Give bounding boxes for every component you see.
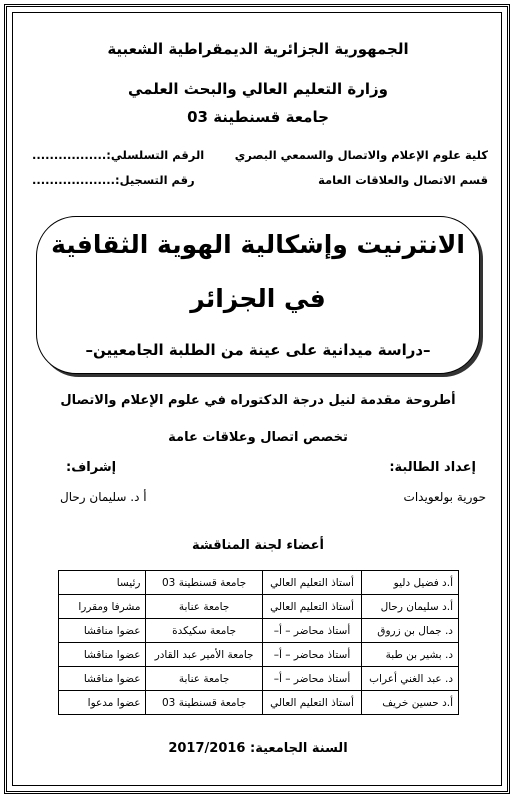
jury-role: مشرفا ومقررا: [59, 595, 146, 619]
thesis-purpose: أطروحة مقدمة لنيل درجة الدكتوراه في علوم الإعلام والاتصال: [60, 393, 456, 408]
jury-name: أ.د سليمان رحال: [362, 595, 459, 619]
table-row: [59, 691, 459, 715]
jury-university: جامعة سكيكدة: [146, 619, 262, 643]
table-row: [59, 643, 459, 667]
jury-rank: أستاذ التعليم العالي: [262, 571, 361, 595]
jury-role: عضوا مناقشا: [59, 643, 146, 667]
jury-rank: أستاذ التعليم العالي: [262, 595, 361, 619]
thesis-title-line1: الانترنيت وإشكالية الهوية الثقافية: [51, 230, 465, 259]
supervisor-name: أ د. سليمان رحال: [60, 490, 147, 504]
jury-name: د. بشير بن طبة: [362, 643, 459, 667]
academic-year: [0, 741, 516, 756]
jury-name: د. جمال بن زروق: [362, 619, 459, 643]
jury-university: جامعة عنابة: [146, 595, 262, 619]
table-row: [59, 571, 459, 595]
student-name: حورية بولعويدات: [403, 490, 486, 504]
serial-number: الرقم التسلسلي:.................: [32, 148, 205, 162]
university-title: جامعة قسنطينة 03: [187, 108, 329, 126]
academic-year-label: السنة الجامعية:: [250, 741, 348, 756]
faculty-label: كلية علوم الإعلام والاتصال والسمعي البصري: [234, 148, 488, 162]
jury-role: عضوا مناقشا: [59, 667, 146, 691]
table-row: [59, 619, 459, 643]
jury-role: عضوا مناقشا: [59, 619, 146, 643]
jury-university: جامعة قسنطينة 03: [146, 691, 262, 715]
academic-year-value: 2017/2016: [168, 741, 246, 756]
republic-title: الجمهورية الجزائرية الديمقراطية الشعبية: [107, 40, 409, 58]
thesis-subtitle: –دراسة ميدانية على عينة من الطلبة الجامعيين–: [85, 341, 431, 359]
jury-rank: أستاذ محاضر – أ–: [262, 643, 361, 667]
prepared-by-label: إعداد الطالبة:: [389, 460, 476, 475]
jury-role: عضوا مدعوا: [59, 691, 146, 715]
jury-name: أ.د حسين خريف: [362, 691, 459, 715]
jury-rank: أستاذ التعليم العالي: [262, 691, 361, 715]
jury-university: جامعة الأمير عبد القادر: [146, 643, 262, 667]
table-row: [59, 667, 459, 691]
jury-university: جامعة قسنطينة 03: [146, 571, 262, 595]
registration-number: رقم التسجيل:...................: [32, 173, 195, 187]
jury-name: أ.د فضيل دليو: [362, 571, 459, 595]
jury-table: [58, 570, 459, 715]
jury-role: رئيسا: [59, 571, 146, 595]
department-label: قسم الاتصال والعلاقات العامة: [318, 173, 488, 187]
jury-rank: أستاذ محاضر – أ–: [262, 667, 361, 691]
ministry-title: وزارة التعليم العالي والبحث العلمي: [127, 80, 389, 98]
table-row: [59, 595, 459, 619]
jury-name: د. عبد الغني أعراب: [362, 667, 459, 691]
supervisor-label: إشراف:: [66, 460, 117, 475]
jury-heading: أعضاء لجنة المناقشة: [191, 538, 325, 553]
thesis-specialty: تخصص اتصال وعلاقات عامة: [168, 430, 348, 445]
thesis-title-line2: في الجزائر: [190, 284, 326, 313]
jury-university: جامعة عنابة: [146, 667, 262, 691]
jury-rank: أستاذ محاضر – أ–: [262, 619, 361, 643]
